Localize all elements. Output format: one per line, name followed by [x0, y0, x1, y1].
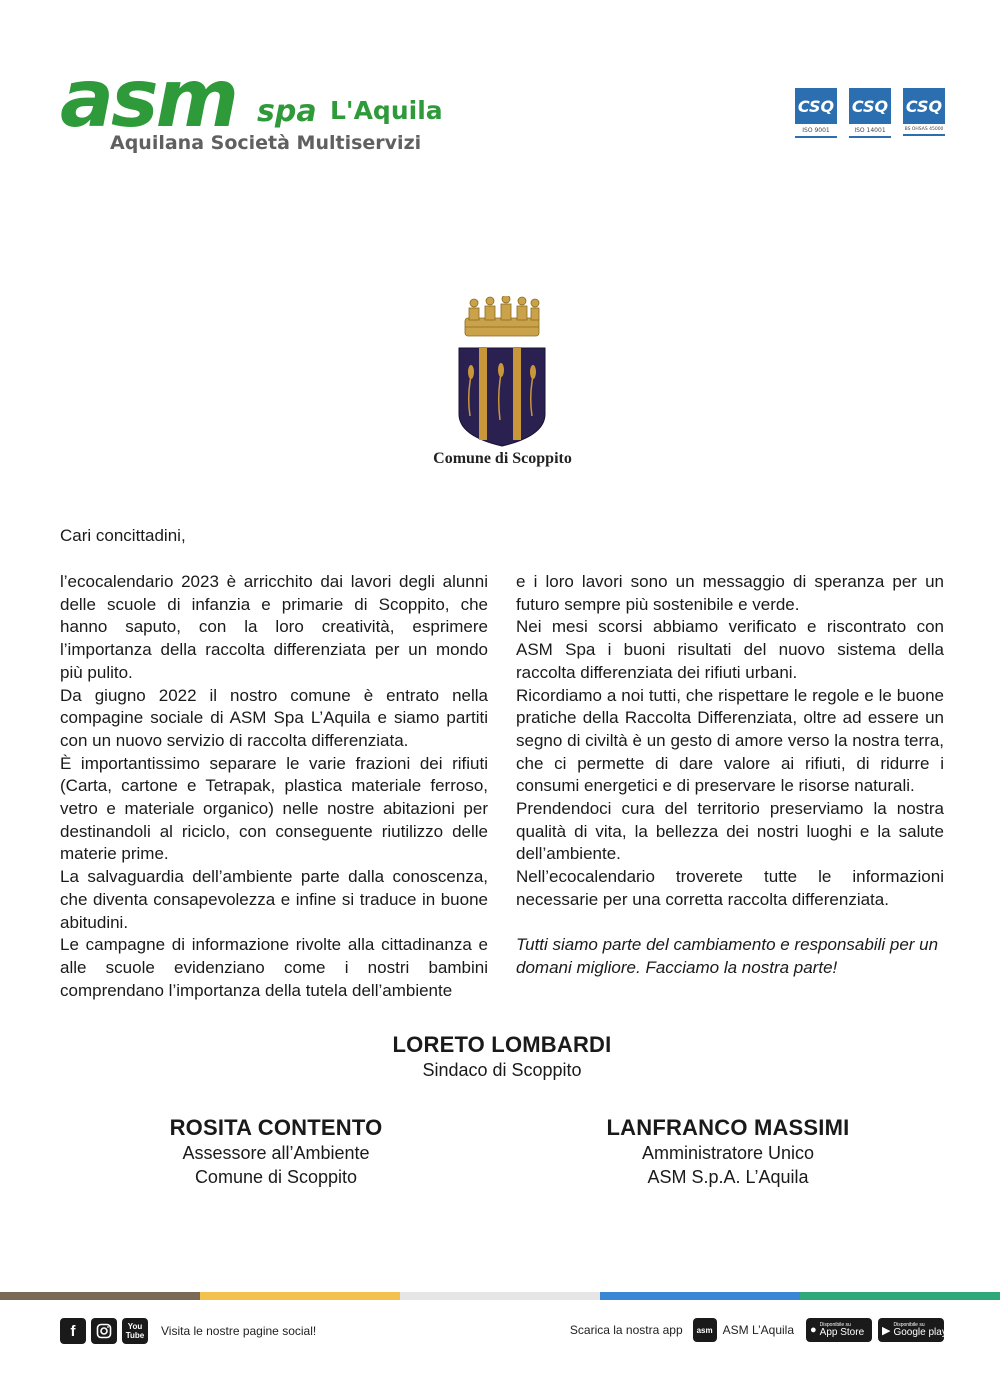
letter-column-right: [516, 571, 944, 980]
letter-paragraph: Le campagne di informazione rivolte alla cittadinanza e alle scuole evidenziano come i nostri bambini comprendano l’importanza della tutela dell’ambiente: [60, 935, 488, 1000]
cert-standard: BS OHSAS 45000: [904, 127, 944, 132]
instagram-icon[interactable]: [91, 1318, 117, 1344]
facebook-icon[interactable]: f: [60, 1318, 86, 1344]
letter-paragraph: Ricordiamo a noi tutti, che rispettare le regole e le buone pratiche della Raccolta Differenziata, oltre ad essere un segno di civiltà è un gesto di amore verso la nostra terra, che ci permette di dare valore ai rifiuti, di ridurre i consumi energetici e di preservare le risorse naturali.: [516, 685, 944, 796]
cert-badge-ohsas: [903, 88, 945, 140]
signature-mayor: [300, 1032, 704, 1082]
signatory-role: Amministratore Unico: [641, 1143, 815, 1163]
csq-mark: CSQ: [849, 88, 891, 124]
signatory-name: LORETO LOMBARDI: [392, 1032, 612, 1057]
cert-standard: ISO 14001: [854, 127, 886, 134]
signature-amministratore: [572, 1115, 884, 1189]
social-text: Visita le nostre pagine social!: [161, 1324, 317, 1338]
footer-color-stripe: [0, 1292, 1000, 1300]
signatory-name: LANFRANCO MASSIMI: [606, 1115, 850, 1140]
letter-paragraph: e i loro lavori sono un messaggio di speranza per un futuro sempre più sostenibile e verde.: [516, 572, 944, 614]
apple-icon: ●: [810, 1324, 817, 1336]
asm-logo: [60, 52, 460, 162]
letter-closing: Tutti siamo parte del cambiamento e responsabili per un domani migliore. Facciamo la nostra parte!: [516, 935, 939, 977]
letter-paragraph: Nei mesi scorsi abbiamo verificato e riscontrato con ASM Spa i buoni risultati del nuovo sistema della raccolta differenziata dei rifiuti urbani.: [516, 617, 944, 682]
play-icon: ▶: [882, 1324, 891, 1337]
letter-paragraph: Da giugno 2022 il nostro comune è entrato nella compagine sociale di ASM Spa L’Aquila e siamo partiti con un nuovo servizio di raccolta differenziata.: [60, 685, 488, 750]
logo-spa-text: spa: [257, 94, 317, 129]
cert-badge-iso9001: [795, 88, 837, 140]
logo-tagline: Aquilana Società Multiservizi: [110, 132, 422, 154]
letter-paragraph: È importantissimo separare le varie frazioni dei rifiuti (Carta, cartone e Tetrapak, plastica materiale ferroso, vetro e materiale organico) nelle nostre abitazioni per destinandoli al riciclo, con conseguente riutilizzo delle materie prime.: [60, 753, 488, 864]
letter-greeting: Cari concittadini,: [60, 526, 186, 545]
csq-mark: CSQ: [795, 88, 837, 124]
signature-assessore: [120, 1115, 432, 1189]
csq-mark: CSQ: [903, 88, 945, 124]
cert-badge-iso14001: [849, 88, 891, 140]
google-play-button[interactable]: ▶ Disponibile su Google play: [878, 1318, 944, 1342]
app-download: [569, 1318, 947, 1342]
logo-asm-text: asm: [60, 52, 236, 145]
app-name: ASM L’Aquila: [722, 1323, 794, 1337]
crown-icon: [465, 296, 539, 336]
letter-column-left: [60, 571, 488, 1002]
cert-standard: ISO 9001: [802, 127, 830, 134]
youtube-icon[interactable]: You Tube: [122, 1318, 148, 1344]
certification-badges: [795, 88, 945, 140]
logo-city-text: L'Aquila: [330, 96, 443, 125]
signatory-name: ROSITA CONTENTO: [169, 1115, 383, 1140]
apps-label: Scarica la nostra app: [569, 1323, 683, 1337]
letter-paragraph: l’ecocalendario 2023 è arricchito dai lavori degli alunni delle scuole di infanzia e primarie di Scoppito, che hanno saputo, con la loro creatività, esprimere l’importanza della raccolta differenziata per un mondo più pulito.: [60, 572, 488, 682]
signatory-organization: ASM S.p.A. L’Aquila: [647, 1167, 809, 1187]
asm-app-icon[interactable]: asm: [693, 1318, 717, 1342]
signatory-role: Sindaco di Scoppito: [422, 1060, 582, 1080]
app-store-button[interactable]: ● Disponibile su App Store: [806, 1318, 872, 1342]
signatory-role: Assessore all’Ambiente: [182, 1143, 370, 1163]
letter-paragraph: La salvaguardia dell’ambiente parte dalla conoscenza, che diventa consapevolezza e infine si traduce in buone abitudini.: [60, 867, 488, 932]
signatory-organization: Comune di Scoppito: [194, 1167, 358, 1187]
social-links: [60, 1318, 316, 1344]
scoppito-crest-icon: [455, 296, 549, 448]
crest-caption: Comune di Scoppito: [433, 450, 572, 467]
letter-paragraph: Nell’ecocalendario troverete tutte le informazioni necessarie per una corretta raccolta differenziata.: [516, 867, 944, 909]
letter-paragraph: Prendendoci cura del territorio preserviamo la nostra qualità di vita, la bellezza dei nostri luoghi e la salute dell’ambiente.: [516, 799, 944, 864]
